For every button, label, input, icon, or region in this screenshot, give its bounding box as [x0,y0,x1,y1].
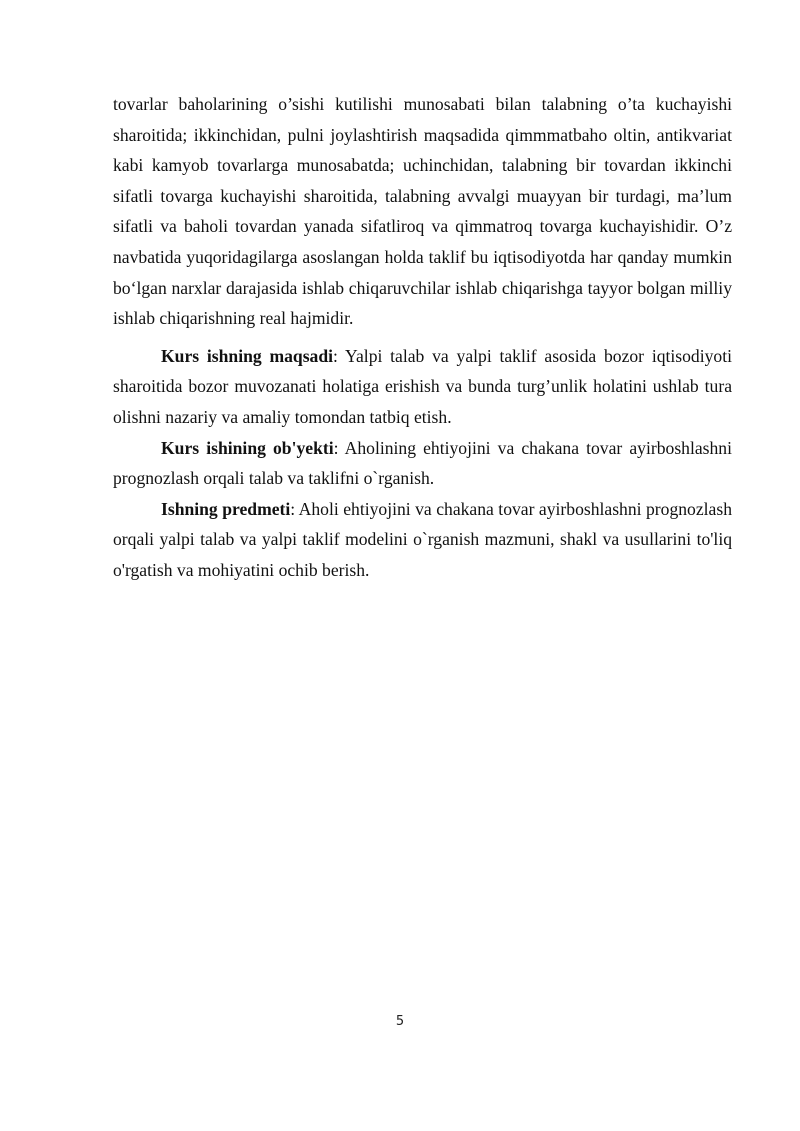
page-number: 5 [395,1014,405,1029]
paragraph-text: : Aholining ehtiyojini va chakana tovar ayirboshlashni prognozlash orqali talab va taklifni o`rganish. [113,437,732,489]
paragraph-text: : Yalpi talab va yalpi taklif asosida bozor iqtisodiyoti sharoitida bozor muvozanati holatiga erishish va bunda turg’unlik holatini ushlab tura olishni nazariy va amaliy tomondan tatbiq etish. [113,345,732,427]
paragraph-course-object [113,433,732,494]
paragraph-intro-continuation [113,89,732,334]
paragraph-lead-heading: Kurs ishining ob'yekti [161,437,334,458]
paragraph-course-subject [113,494,732,586]
page-body [113,89,732,586]
paragraph-lead-heading: Ishning predmeti [161,498,291,519]
paragraph-text: tovarlar baholarining o’sishi kutilishi munosabati bilan talabning o’ta kuchayishi sharoitida; ikkinchidan, pulni joylashtirish maqsadida qimmmatbaho oltin, antikvariat kabi kamyob tovarlarga munosabatda; uchinchidan, talabning bir tovardan ikkinchi sifatli tovarga kuchayishi sharoitida, talabning avvalgi muayyan bir turdagi, ma’lum sifatli va baholi tovardan yanada sifatliroq va qimmatroq tovarga kuchayishidir. O’z navbatida yuqoridagilarga asoslangan holda taklif bu iqtisodiyotda har qanday mumkin bo‘lgan narxlar darajasida ishlab chiqaruvchilar ishlab chiqarishga tayyor bolgan milliy ishlab chiqarishning real hajmidir. [113,94,732,329]
paragraph-course-goal [113,341,732,433]
paragraph-text: : Aholi ehtiyojini va chakana tovar ayirboshlashni prognozlash orqali yalpi talab va yalpi taklif modelini o`rganish mazmuni, shakl va usullarini to'liq o'rgatish va mohiyatini ochib berish. [113,498,732,580]
paragraph-lead-heading: Kurs ishning maqsadi [161,345,334,366]
